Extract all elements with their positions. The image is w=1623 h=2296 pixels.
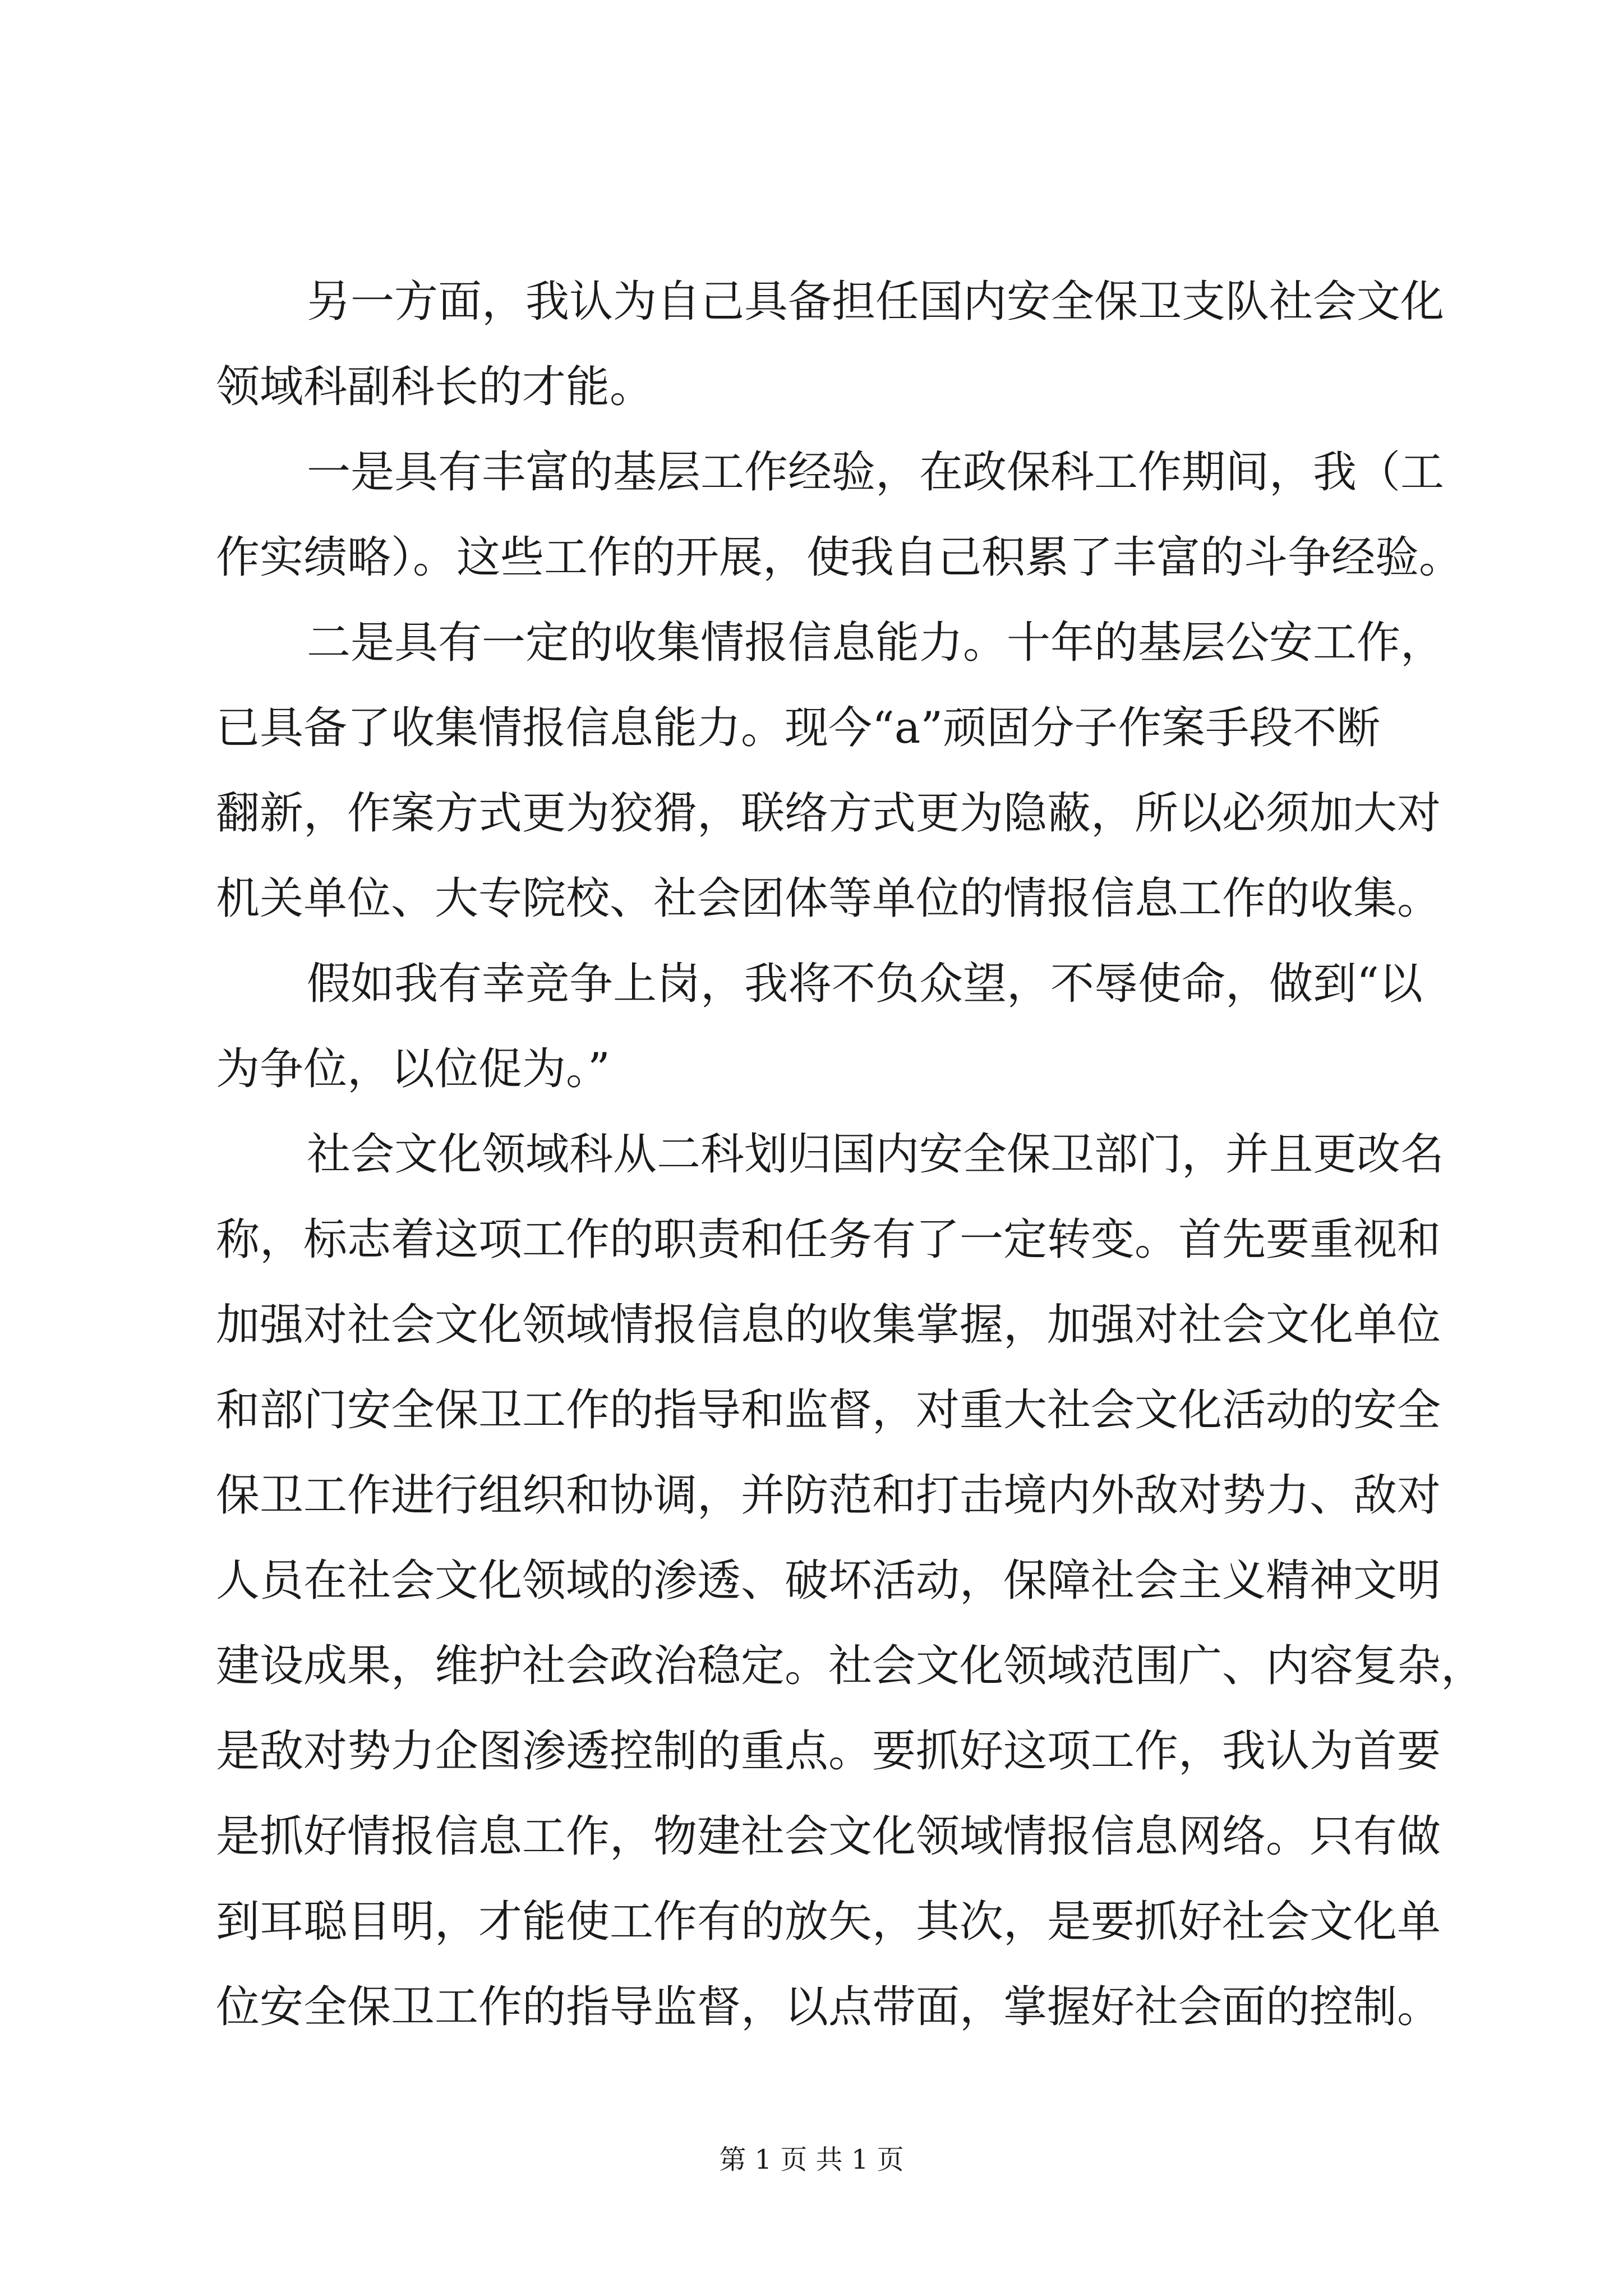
- paragraph-line: 人员在社会文化领域的渗透、破坏活动，保障社会主义精神文明: [216, 1556, 1441, 1606]
- paragraph-line: 是敌对势力企图渗透控制的重点。要抓好这项工作，我认为首要: [216, 1726, 1441, 1777]
- paragraph: [216, 600, 1445, 941]
- paragraph-line: 建设成果，维护社会政治稳定。社会文化领域范围广、内容复杂，: [216, 1641, 1485, 1691]
- paragraph-line: 一是具有丰富的基层工作经验，在政保科工作期间，我（工: [307, 447, 1445, 498]
- paragraph-line: 领域科副科长的才能。: [216, 362, 654, 412]
- paragraph-line: 作实绩略）。这些工作的开展，使我自己积累了丰富的斗争经验。: [216, 532, 1463, 583]
- paragraph-line: 位安全保卫工作的指导监督，以点带面，掌握好社会面的控制。: [216, 1982, 1441, 2032]
- paragraph-line: 称，标志着这项工作的职责和任务有了一定转变。首先要重视和: [216, 1214, 1441, 1265]
- paragraph-line: 翻新，作案方式更为狡猾，联络方式更为隐蔽，所以必须加大对: [216, 788, 1441, 839]
- paragraph-line: 和部门安全保卫工作的指导和监督，对重大社会文化活动的安全: [216, 1385, 1441, 1435]
- paragraph-line: 加强对社会文化领域情报信息的收集掌握，加强对社会文化单位: [216, 1300, 1441, 1350]
- paragraph-line: 社会文化领域科从二科划归国内安全保卫部门，并且更改名: [307, 1129, 1445, 1180]
- paragraph-line: 保卫工作进行组织和协调，并防范和打击境内外敌对势力、敌对: [216, 1470, 1441, 1521]
- paragraph: [216, 259, 1445, 430]
- paragraph-line: 到耳聪目明，才能使工作有的放矢，其次，是要抓好社会文化单: [216, 1897, 1441, 1947]
- page-number-footer: 第 1 页 共 1 页: [719, 2144, 904, 2175]
- paragraph: [216, 941, 1427, 1112]
- document-body: [216, 259, 1485, 2050]
- paragraph-line: 机关单位、大专院校、社会团体等单位的情报信息工作的收集。: [216, 873, 1441, 924]
- paragraph-line: 另一方面，我认为自己具备担任国内安全保卫支队社会文化: [307, 277, 1445, 327]
- paragraph: [216, 1112, 1485, 2050]
- paragraph-line: 假如我有幸竞争上岗，我将不负众望，不辱使命，做到“以: [307, 959, 1423, 1009]
- paragraph-line: 为争位，以位促为。”: [216, 1044, 610, 1094]
- paragraph-line: 二是具有一定的收集情报信息能力。十年的基层公安工作，: [307, 618, 1445, 668]
- paragraph: [216, 430, 1463, 600]
- paragraph-line: 已具备了收集情报信息能力。现今“a”顽固分子作案手段不断: [216, 703, 1381, 753]
- paragraph-line: 是抓好情报信息工作，物建社会文化领域情报信息网络。只有做: [216, 1811, 1441, 1862]
